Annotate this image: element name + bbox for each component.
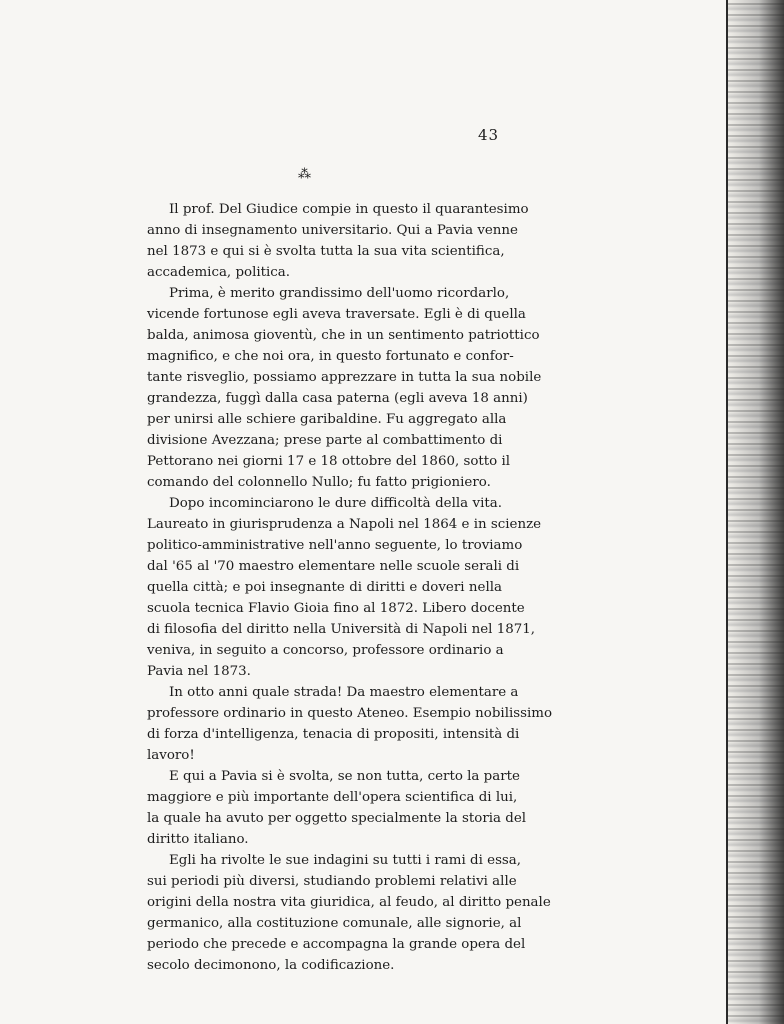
- text-line: In otto anni quale strada! Da maestro elementare a: [169, 685, 519, 700]
- text-line: quella città; e poi insegnante di diritti e doveri nella: [147, 580, 502, 595]
- text-line: accademica, politica.: [147, 265, 291, 280]
- text-line: comando del colonnello Nullo; fu fatto prigioniero.: [147, 475, 491, 490]
- text-line: tante risveglio, possiamo apprezzare in tutta la sua nobile: [147, 370, 542, 385]
- text-line: per unirsi alle schiere garibaldine. Fu aggregato alla: [147, 412, 507, 427]
- text-line: magnifico, e che noi ora, in questo fortunato e confor-: [147, 349, 514, 364]
- text-line: nel 1873 e qui si è svolta tutta la sua vita scientifica,: [147, 244, 505, 259]
- text-line: la quale ha avuto per oggetto specialmente la storia del: [147, 811, 527, 826]
- body-text: [147, 199, 553, 976]
- text-line: lavoro!: [147, 748, 195, 763]
- page-number: 43: [478, 126, 500, 144]
- text-line: Prima, è merito grandissimo dell'uomo ricordarlo,: [169, 286, 510, 301]
- text-line: dal '65 al '70 maestro elementare nelle scuole serali di: [147, 559, 520, 574]
- text-line: veniva, in seguito a concorso, professore ordinario a: [147, 643, 504, 658]
- text-line: divisione Avezzana; prese parte al combattimento di: [147, 433, 503, 448]
- text-line: di filosofia del diritto nella Università di Napoli nel 1871,: [147, 622, 536, 637]
- adjacent-pages-edge: [728, 0, 784, 1024]
- text-line: periodo che precede e accompagna la grande opera del: [147, 937, 526, 952]
- text-line: sui periodi più diversi, studiando problemi relativi alle: [147, 874, 517, 889]
- text-line: vicende fortunose egli aveva traversate. Egli è di quella: [147, 307, 526, 322]
- text-line: balda, animosa gioventù, che in un sentimento patriottico: [147, 328, 540, 343]
- text-line: scuola tecnica Flavio Gioia fino al 1872. Libero docente: [147, 601, 525, 616]
- text-line: Laureato in giurisprudenza a Napoli nel 1864 e in scienze: [147, 517, 542, 532]
- text-line: anno di insegnamento universitario. Qui a Pavia venne: [147, 223, 518, 238]
- text-line: Il prof. Del Giudice compie in questo il quarantesimo: [169, 202, 529, 217]
- text-line: maggiore e più importante dell'opera scientifica di lui,: [147, 790, 518, 805]
- text-line: di forza d'intelligenza, tenacia di propositi, intensità di: [147, 727, 520, 742]
- text-line: professore ordinario in questo Ateneo. Esempio nobilissimo: [147, 706, 553, 721]
- text-line: diritto italiano.: [147, 832, 249, 847]
- text-line: Pavia nel 1873.: [147, 664, 251, 679]
- text-line: Egli ha rivolte le sue indagini su tutti i rami di essa,: [169, 853, 522, 868]
- text-line: Pettorano nei giorni 17 e 18 ottobre del 1860, sotto il: [147, 454, 511, 469]
- text-line: grandezza, fuggì dalla casa paterna (egli aveva 18 anni): [147, 391, 528, 406]
- text-line: politico-amministrative nell'anno seguente, lo troviamo: [147, 538, 523, 553]
- text-line: Dopo incominciarono le dure difficoltà della vita.: [169, 496, 502, 511]
- text-line: germanico, alla costituzione comunale, alle signorie, al: [147, 916, 522, 931]
- text-line: origini della nostra vita giuridica, al feudo, al diritto penale: [147, 895, 551, 910]
- text-line: secolo decimonono, la codificazione.: [147, 958, 395, 973]
- section-asterism: ⁂: [298, 167, 313, 182]
- text-line: E qui a Pavia si è svolta, se non tutta, certo la parte: [169, 769, 520, 784]
